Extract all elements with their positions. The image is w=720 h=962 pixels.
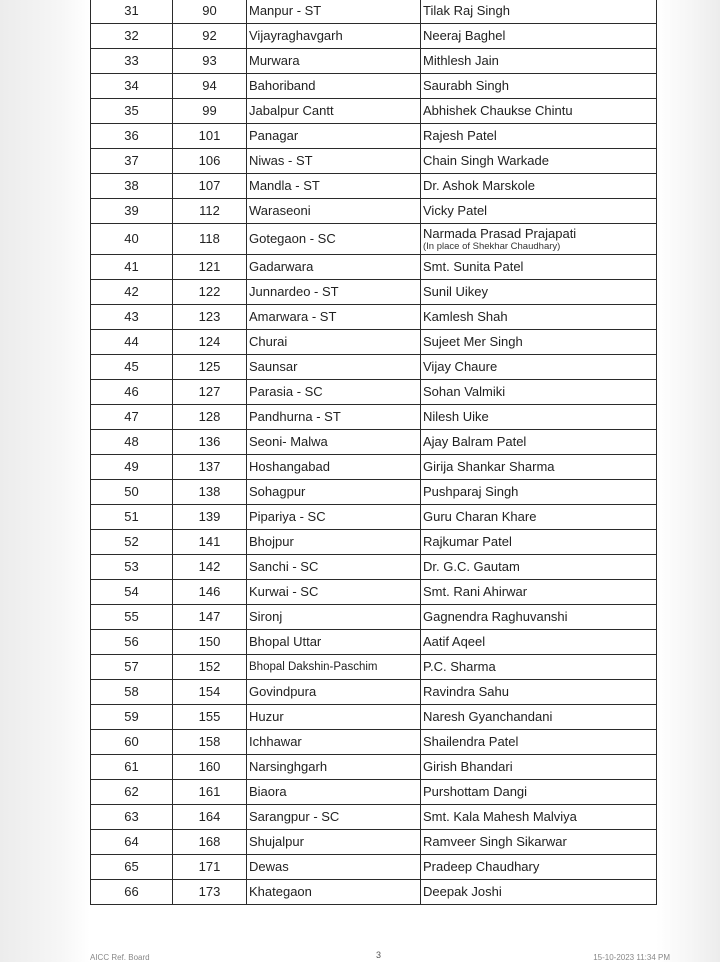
table-row — [91, 280, 657, 305]
constituency-cell: Sohagpur — [247, 480, 421, 505]
serial-number-cell: 40 — [91, 224, 173, 255]
constituency-cell: Sanchi - SC — [247, 555, 421, 580]
ac-number-cell: 121 — [173, 255, 247, 280]
ac-number-cell: 125 — [173, 355, 247, 380]
candidate-cell: Girija Shankar Sharma — [421, 455, 657, 480]
candidate-cell: Kamlesh Shah — [421, 305, 657, 330]
constituency-cell: Waraseoni — [247, 199, 421, 224]
ac-number-cell: 164 — [173, 805, 247, 830]
serial-number-cell: 49 — [91, 455, 173, 480]
table-row — [91, 380, 657, 405]
table-row — [91, 780, 657, 805]
candidate-name: Narmada Prasad Prajapati — [423, 225, 577, 241]
table-row — [91, 705, 657, 730]
constituency-cell: Narsinghgarh — [247, 755, 421, 780]
candidate-cell: Vicky Patel — [421, 199, 657, 224]
serial-number-cell: 63 — [91, 805, 173, 830]
constituency-cell: Shujalpur — [247, 830, 421, 855]
candidate-cell — [421, 224, 657, 255]
serial-number-cell: 32 — [91, 24, 173, 49]
constituency-cell: Ichhawar — [247, 730, 421, 755]
table-row — [91, 505, 657, 530]
serial-number-cell: 44 — [91, 330, 173, 355]
table-row — [91, 680, 657, 705]
constituency-cell: Sironj — [247, 605, 421, 630]
ac-number-cell: 92 — [173, 24, 247, 49]
constituency-cell: Mandla - ST — [247, 174, 421, 199]
ac-number-cell: 127 — [173, 380, 247, 405]
candidate-cell: Sohan Valmiki — [421, 380, 657, 405]
table-row — [91, 49, 657, 74]
candidate-cell: Aatif Aqeel — [421, 630, 657, 655]
table-row — [91, 174, 657, 199]
ac-number-cell: 141 — [173, 530, 247, 555]
ac-number-cell: 106 — [173, 149, 247, 174]
table-row — [91, 730, 657, 755]
serial-number-cell: 46 — [91, 380, 173, 405]
ac-number-cell: 128 — [173, 405, 247, 430]
serial-number-cell: 43 — [91, 305, 173, 330]
constituency-cell: Hoshangabad — [247, 455, 421, 480]
candidate-list-table — [90, 0, 657, 905]
serial-number-cell: 57 — [91, 655, 173, 680]
constituency-cell: Dewas — [247, 855, 421, 880]
table-row — [91, 255, 657, 280]
ac-number-cell: 99 — [173, 99, 247, 124]
table-row — [91, 480, 657, 505]
serial-number-cell: 53 — [91, 555, 173, 580]
constituency-cell: Sarangpur - SC — [247, 805, 421, 830]
table-row — [91, 880, 657, 905]
ac-number-cell: 137 — [173, 455, 247, 480]
ac-number-cell: 90 — [173, 0, 247, 24]
constituency-cell: Manpur - ST — [247, 0, 421, 24]
candidate-cell: Pradeep Chaudhary — [421, 855, 657, 880]
serial-number-cell: 38 — [91, 174, 173, 199]
constituency-cell: Govindpura — [247, 680, 421, 705]
table-body — [91, 0, 657, 905]
table-row — [91, 630, 657, 655]
serial-number-cell: 52 — [91, 530, 173, 555]
constituency-cell: Junnardeo - ST — [247, 280, 421, 305]
page-number: 3 — [376, 950, 382, 960]
serial-number-cell: 36 — [91, 124, 173, 149]
serial-number-cell: 62 — [91, 780, 173, 805]
serial-number-cell: 47 — [91, 405, 173, 430]
constituency-cell: Gotegaon - SC — [247, 224, 421, 255]
serial-number-cell: 59 — [91, 705, 173, 730]
constituency-cell: Saunsar — [247, 355, 421, 380]
table-row — [91, 755, 657, 780]
document-page — [90, 0, 656, 905]
constituency-cell: Bahoriband — [247, 74, 421, 99]
constituency-cell: Gadarwara — [247, 255, 421, 280]
ac-number-cell: 93 — [173, 49, 247, 74]
serial-number-cell: 55 — [91, 605, 173, 630]
constituency-cell: Pipariya - SC — [247, 505, 421, 530]
candidate-cell: Nilesh Uike — [421, 405, 657, 430]
candidate-cell: Shailendra Patel — [421, 730, 657, 755]
serial-number-cell: 41 — [91, 255, 173, 280]
constituency-cell: Kurwai - SC — [247, 580, 421, 605]
candidate-cell: Ravindra Sahu — [421, 680, 657, 705]
footer-timestamp: 15-10-2023 11:34 PM — [593, 953, 670, 962]
candidate-cell: Smt. Sunita Patel — [421, 255, 657, 280]
table-row — [91, 455, 657, 480]
table-row — [91, 24, 657, 49]
serial-number-cell: 66 — [91, 880, 173, 905]
candidate-cell: Saurabh Singh — [421, 74, 657, 99]
ac-number-cell: 154 — [173, 680, 247, 705]
ac-number-cell: 146 — [173, 580, 247, 605]
ac-number-cell: 136 — [173, 430, 247, 455]
table-row — [91, 580, 657, 605]
candidate-cell: Chain Singh Warkade — [421, 149, 657, 174]
ac-number-cell: 155 — [173, 705, 247, 730]
constituency-cell: Bhopal Uttar — [247, 630, 421, 655]
ac-number-cell: 147 — [173, 605, 247, 630]
constituency-cell: Panagar — [247, 124, 421, 149]
constituency-cell: Huzur — [247, 705, 421, 730]
serial-number-cell: 48 — [91, 430, 173, 455]
table-row — [91, 0, 657, 24]
serial-number-cell: 50 — [91, 480, 173, 505]
candidate-cell: Deepak Joshi — [421, 880, 657, 905]
ac-number-cell: 173 — [173, 880, 247, 905]
ac-number-cell: 112 — [173, 199, 247, 224]
table-row — [91, 149, 657, 174]
ac-number-cell: 123 — [173, 305, 247, 330]
ac-number-cell: 94 — [173, 74, 247, 99]
constituency-cell: Bhojpur — [247, 530, 421, 555]
candidate-cell: Dr. Ashok Marskole — [421, 174, 657, 199]
ac-number-cell: 160 — [173, 755, 247, 780]
candidate-cell: Sunil Uikey — [421, 280, 657, 305]
candidate-cell: Rajkumar Patel — [421, 530, 657, 555]
candidate-cell: Ajay Balram Patel — [421, 430, 657, 455]
constituency-cell: Parasia - SC — [247, 380, 421, 405]
candidate-cell: Sujeet Mer Singh — [421, 330, 657, 355]
ac-number-cell: 152 — [173, 655, 247, 680]
ac-number-cell: 138 — [173, 480, 247, 505]
table-row — [91, 655, 657, 680]
serial-number-cell: 56 — [91, 630, 173, 655]
serial-number-cell: 37 — [91, 149, 173, 174]
constituency-cell: Khategaon — [247, 880, 421, 905]
candidate-cell: Ramveer Singh Sikarwar — [421, 830, 657, 855]
candidate-cell: Smt. Rani Ahirwar — [421, 580, 657, 605]
constituency-cell: Biaora — [247, 780, 421, 805]
candidate-cell: Pushparaj Singh — [421, 480, 657, 505]
footer-left-text: AICC Ref. Board — [90, 953, 150, 962]
candidate-cell: Gagnendra Raghuvanshi — [421, 605, 657, 630]
table-row — [91, 405, 657, 430]
candidate-cell: Girish Bhandari — [421, 755, 657, 780]
ac-number-cell: 122 — [173, 280, 247, 305]
serial-number-cell: 39 — [91, 199, 173, 224]
candidate-note: (In place of Shekhar Chaudhary) — [423, 240, 561, 252]
ac-number-cell: 168 — [173, 830, 247, 855]
table-row — [91, 830, 657, 855]
serial-number-cell: 64 — [91, 830, 173, 855]
serial-number-cell: 35 — [91, 99, 173, 124]
constituency-cell: Vijayraghavgarh — [247, 24, 421, 49]
serial-number-cell: 58 — [91, 680, 173, 705]
ac-number-cell: 142 — [173, 555, 247, 580]
candidate-cell: Tilak Raj Singh — [421, 0, 657, 24]
ac-number-cell: 107 — [173, 174, 247, 199]
candidate-cell: Dr. G.C. Gautam — [421, 555, 657, 580]
table-row — [91, 430, 657, 455]
table-row — [91, 124, 657, 149]
ac-number-cell: 150 — [173, 630, 247, 655]
candidate-cell: Rajesh Patel — [421, 124, 657, 149]
constituency-cell: Seoni- Malwa — [247, 430, 421, 455]
constituency-cell: Bhopal Dakshin-Paschim — [247, 655, 421, 680]
ac-number-cell: 158 — [173, 730, 247, 755]
constituency-cell: Niwas - ST — [247, 149, 421, 174]
page-footer — [90, 950, 670, 962]
serial-number-cell: 54 — [91, 580, 173, 605]
ac-number-cell: 101 — [173, 124, 247, 149]
serial-number-cell: 61 — [91, 755, 173, 780]
table-row — [91, 224, 657, 255]
ac-number-cell: 171 — [173, 855, 247, 880]
serial-number-cell: 33 — [91, 49, 173, 74]
table-row — [91, 355, 657, 380]
serial-number-cell: 34 — [91, 74, 173, 99]
candidate-cell: Naresh Gyanchandani — [421, 705, 657, 730]
candidate-cell: Guru Charan Khare — [421, 505, 657, 530]
candidate-cell: Smt. Kala Mahesh Malviya — [421, 805, 657, 830]
ac-number-cell: 124 — [173, 330, 247, 355]
candidate-cell: Mithlesh Jain — [421, 49, 657, 74]
candidate-cell: Purshottam Dangi — [421, 780, 657, 805]
candidate-cell: P.C. Sharma — [421, 655, 657, 680]
candidate-cell: Vijay Chaure — [421, 355, 657, 380]
table-row — [91, 805, 657, 830]
ac-number-cell: 139 — [173, 505, 247, 530]
serial-number-cell: 51 — [91, 505, 173, 530]
serial-number-cell: 42 — [91, 280, 173, 305]
constituency-cell: Pandhurna - ST — [247, 405, 421, 430]
table-row — [91, 555, 657, 580]
candidate-cell: Abhishek Chaukse Chintu — [421, 99, 657, 124]
table-row — [91, 305, 657, 330]
table-row — [91, 199, 657, 224]
table-row — [91, 330, 657, 355]
candidate-cell: Neeraj Baghel — [421, 24, 657, 49]
serial-number-cell: 65 — [91, 855, 173, 880]
table-row — [91, 855, 657, 880]
table-row — [91, 99, 657, 124]
serial-number-cell: 60 — [91, 730, 173, 755]
ac-number-cell: 118 — [173, 224, 247, 255]
serial-number-cell: 45 — [91, 355, 173, 380]
serial-number-cell: 31 — [91, 0, 173, 24]
table-row — [91, 74, 657, 99]
table-row — [91, 530, 657, 555]
constituency-cell: Jabalpur Cantt — [247, 99, 421, 124]
ac-number-cell: 161 — [173, 780, 247, 805]
constituency-cell: Amarwara - ST — [247, 305, 421, 330]
constituency-cell: Churai — [247, 330, 421, 355]
constituency-cell: Murwara — [247, 49, 421, 74]
table-row — [91, 605, 657, 630]
